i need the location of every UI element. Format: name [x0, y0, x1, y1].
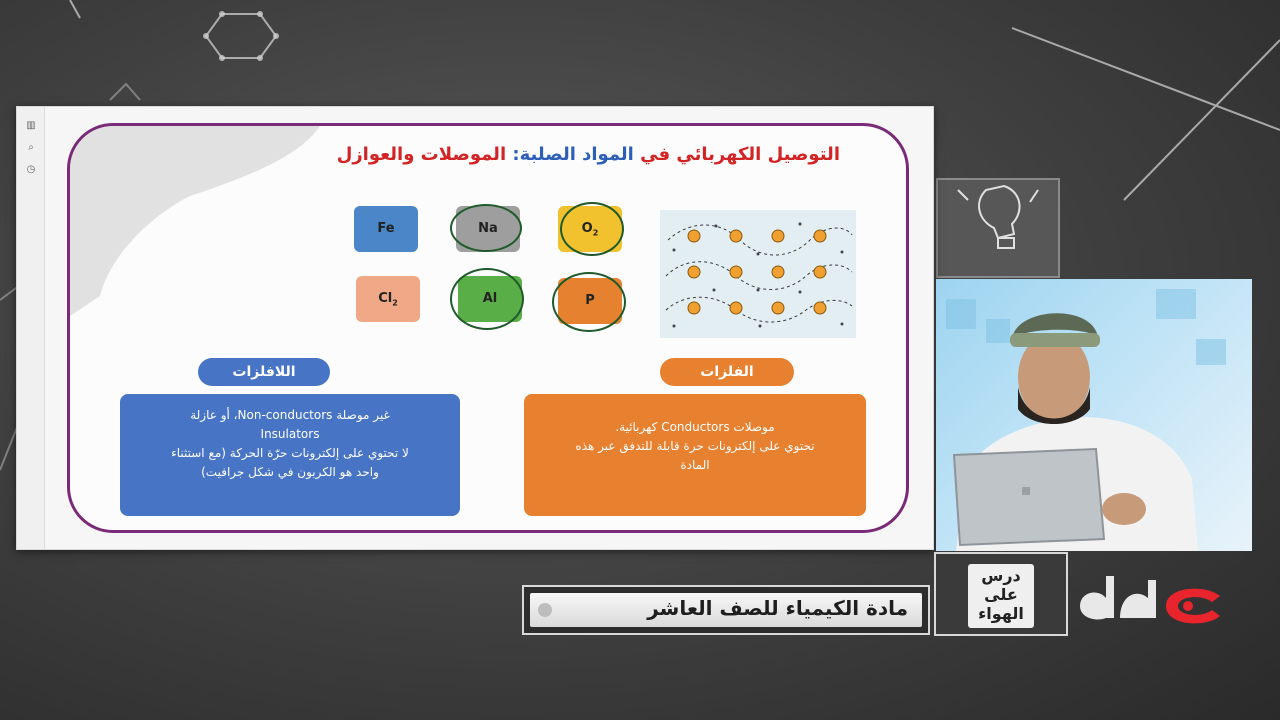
annotation-circle-o2: [560, 202, 624, 256]
history-icon[interactable]: ◷: [26, 164, 36, 175]
bulb-decoration-panel: [936, 178, 1060, 278]
banner-dot-icon: [538, 603, 552, 617]
slide-title: [337, 144, 840, 165]
element-symbol: Fe: [377, 221, 395, 236]
title-part-3: الموصلات والعوازل: [336, 144, 507, 165]
element-fe: [354, 206, 418, 252]
metals-line-3: المادة: [680, 458, 710, 472]
element-symbol: P: [585, 293, 595, 308]
lightbulb-icon: [938, 180, 1058, 276]
metals-panel: [524, 394, 866, 516]
element-symbol: Na: [478, 221, 498, 236]
element-cl2: [356, 276, 420, 322]
annotation-circle-al: [450, 268, 524, 330]
badge-line-1: درس: [981, 566, 1021, 585]
nonmetals-line-3: لا تحتوي على إلكترونات حرّة الحركة (مع استثناء: [171, 446, 409, 460]
lower-third-banner: [522, 585, 930, 635]
program-badge-label: [968, 564, 1034, 628]
element-symbol: Cl: [378, 291, 393, 306]
lower-third-strip: [530, 593, 922, 627]
oman-tv-logo: [1076, 566, 1226, 630]
subject-caption: مادة الكيمياء للصف العاشر: [647, 596, 908, 620]
presenter-camera-feed: [936, 279, 1252, 551]
metal-lattice-illustration: [660, 210, 856, 338]
element-subscript: 2: [592, 228, 599, 238]
element-symbol: O: [581, 221, 593, 236]
metals-heading: الفلزات: [660, 358, 794, 386]
program-badge: [934, 552, 1068, 636]
element-subscript: 2: [392, 298, 398, 308]
viewer-toolbar: [17, 107, 45, 549]
nonmetals-line-1: غير موصلة Non-conductors، أو عازلة: [190, 408, 390, 422]
nonmetals-heading: اللافلزات: [198, 358, 330, 386]
title-part-1: التوصيل الكهربائي في: [640, 144, 840, 165]
metals-line-2: تحتوي على إلكترونات حرة قابلة للتدفق عبر هذه: [575, 439, 815, 453]
annotation-circle-na: [450, 204, 522, 252]
slide-content: [67, 123, 909, 533]
slide-viewer-window: [16, 106, 934, 550]
library-icon[interactable]: ▥: [26, 120, 36, 131]
badge-line-2: على: [984, 585, 1018, 604]
search-icon[interactable]: ⌕: [28, 142, 34, 153]
annotation-circle-p: [552, 272, 626, 332]
nonmetals-line-4: واحد هو الكربون في شكل جرافيت): [201, 465, 379, 479]
badge-line-3: الهواء: [978, 604, 1024, 623]
presenter-illustration: [936, 279, 1252, 551]
element-symbol: Al: [482, 291, 498, 306]
title-part-2: المواد الصلبة:: [512, 144, 634, 165]
nonmetals-line-2: Insulators: [260, 427, 320, 441]
metals-line-1: موصلات Conductors كهربائية.: [615, 420, 775, 434]
electron-sea-diagram: [660, 210, 856, 338]
nonmetals-panel: [120, 394, 460, 516]
